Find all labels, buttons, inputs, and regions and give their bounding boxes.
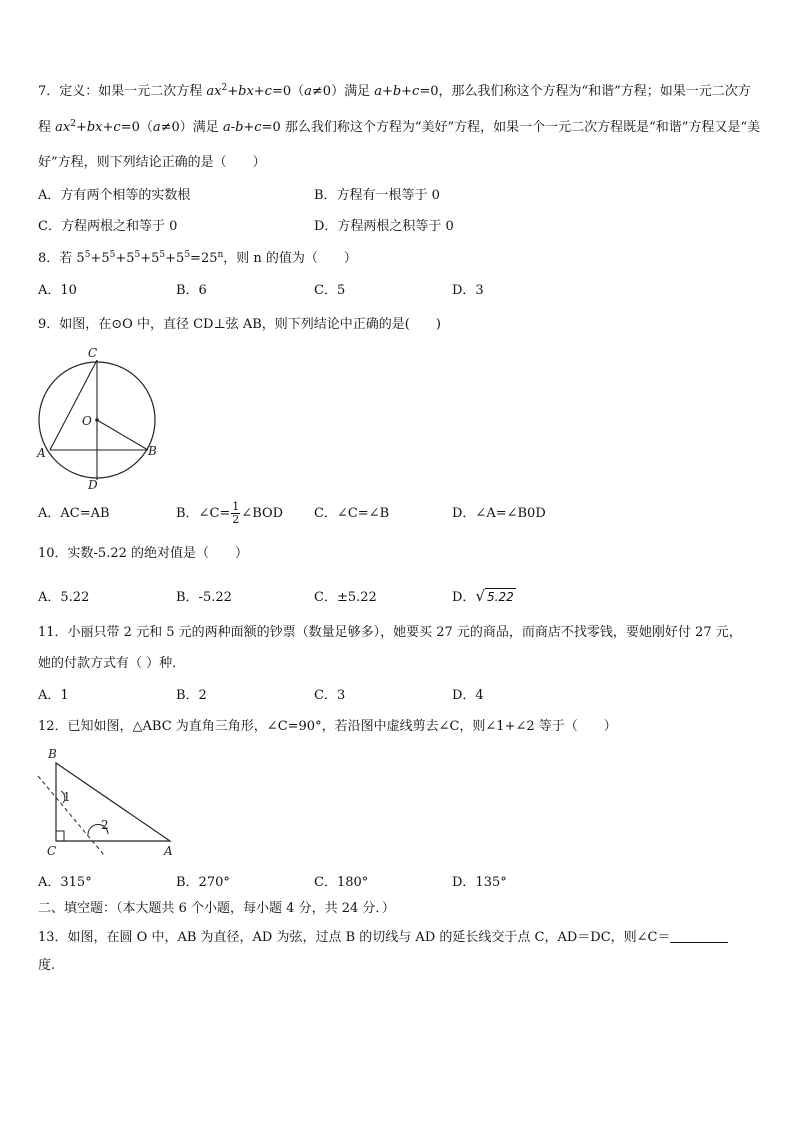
q8-sup: 5 <box>184 250 191 260</box>
q12-option-d: D．135° <box>452 875 507 890</box>
q7-stem-line2 <box>38 120 760 136</box>
segment-ac <box>50 360 97 450</box>
q7-text: 程 <box>38 120 56 135</box>
center-point <box>95 418 99 422</box>
q11-option-a: A．1 <box>38 688 69 703</box>
label-c: C <box>47 844 57 858</box>
q8-sup: 5 <box>109 250 116 260</box>
q7-eq: a+b+c <box>374 84 420 99</box>
q12-option-b: B．270° <box>176 875 230 890</box>
q8-sup: 5 <box>84 250 91 260</box>
right-angle-mark <box>56 831 64 841</box>
label-c: C <box>88 346 98 360</box>
q8-text: +5 <box>140 251 160 266</box>
q11-option-b: B．2 <box>176 688 207 703</box>
q7-option-b: B．方程有一根等于 0 <box>314 188 440 203</box>
q12-option-c: C．180° <box>314 875 369 890</box>
q13-stem-line1 <box>38 930 728 946</box>
q7-text: ≠0）满足 <box>160 120 223 135</box>
q10-stem: 10．实数-5.22 的绝对值是（ ） <box>38 546 249 561</box>
label-a: A <box>164 844 173 858</box>
q7-sup: 2 <box>221 83 228 93</box>
label-b: B <box>148 444 157 458</box>
q9-option-b <box>176 496 283 532</box>
segment-ob <box>97 420 148 450</box>
q11-stem-line1: 11．小丽只带 2 元和 5 元的两种面额的钞票（数量足够多），她要买 27 元的商品，而商店不找零钱，要她刚好付 27 元， <box>38 625 742 640</box>
q12-stem: 12．已知如图，△ABC 为直角三角形，∠C=90°，若沿图中虚线剪去∠C，则∠1+∠2 等于（ ） <box>38 719 617 734</box>
q10-option-a: A．5.22 <box>38 590 90 605</box>
sqrt-sign-icon: √ <box>475 587 485 605</box>
q7-eq: +bx+c <box>75 120 121 135</box>
q8-text: ，则 n 的值为（ ） <box>223 251 357 266</box>
q8-text: +5 <box>165 251 185 266</box>
section-heading: 二、填空题：（本大题共 6 个小题，每小题 4 分，共 24 分．） <box>38 901 395 916</box>
q7-eq: ax <box>55 120 71 135</box>
q8-sup: 5 <box>134 250 141 260</box>
q10-option-d-label: D． <box>452 590 476 605</box>
q8-option-a: A．10 <box>38 283 77 298</box>
fraction-numerator: 1 <box>232 500 240 513</box>
q7-option-a: A．方有两个相等的实数根 <box>38 188 191 203</box>
q7-option-c: C．方程两根之和等于 0 <box>38 219 178 234</box>
label-angle-1: 1 <box>63 790 71 804</box>
label-angle-2: 2 <box>101 818 109 832</box>
q9-option-c: C．∠C=∠B <box>314 506 390 521</box>
q11-option-d: D．4 <box>452 688 484 703</box>
q13-stem-line2: 度. <box>38 958 56 973</box>
q13-text: 13．如图，在圆 O 中，AB 为直径，AD 为弦，过点 B 的切线与 AD 的延长线交于点 C，AD＝DC，则∠C＝ <box>38 930 671 945</box>
q12-triangle-figure <box>30 742 180 860</box>
label-a: A <box>37 446 46 460</box>
q8-stem <box>38 251 357 267</box>
q9-option-b-text: ∠BOD <box>241 506 284 521</box>
label-o: O <box>82 414 92 428</box>
q8-text: =25 <box>190 251 218 266</box>
fraction-denominator: 2 <box>232 513 240 526</box>
q10-option-b: B．-5.22 <box>176 590 232 605</box>
q10-option-d <box>452 588 516 606</box>
q7-eq: +bx+c <box>227 84 272 99</box>
label-d: D <box>88 478 98 492</box>
label-b: B <box>48 747 57 761</box>
sqrt-radicand: 5.22 <box>487 590 514 604</box>
q7-text: ≠0）满足 <box>311 84 375 99</box>
q8-text: 8．若 5 <box>38 251 85 266</box>
q7-eq: a <box>304 84 312 99</box>
q11-stem-line2: 她的付款方式有（ ）种． <box>38 656 186 671</box>
triangle-abc <box>56 763 170 841</box>
q9-option-b-text: B．∠C= <box>176 506 231 521</box>
q8-option-c: C．5 <box>314 283 346 298</box>
q11-option-c: C．3 <box>314 688 346 703</box>
q8-sup: n <box>217 250 224 260</box>
q8-sup: 5 <box>159 250 166 260</box>
q7-text: =0 那么我们称这个方程为“美好”方程，如果一个一元二次方程既是“和谐”方程又是“美 <box>261 120 761 135</box>
q7-eq: ax <box>206 84 222 99</box>
q8-option-d: D．3 <box>452 283 484 298</box>
answer-blank[interactable] <box>670 932 728 943</box>
q7-text: 7．定义：如果一元二次方程 <box>38 84 207 99</box>
q10-option-c: C．±5.22 <box>314 590 377 605</box>
q9-circle-figure <box>30 340 162 492</box>
q12-option-a: A．315° <box>38 875 92 890</box>
q7-text: =0，那么我们称这个方程为“和谐”方程；如果一元二次方 <box>419 84 751 99</box>
q7-eq: a <box>152 120 161 135</box>
q9-option-d: D．∠A=∠B0D <box>452 506 546 521</box>
q7-stem-line3: 好”方程，则下列结论正确的是（ ） <box>38 155 266 170</box>
q8-text: +5 <box>90 251 110 266</box>
q7-sup: 2 <box>70 119 76 129</box>
q7-eq: a-b+c <box>222 120 262 135</box>
q7-stem-line1 <box>38 84 751 100</box>
q9-option-a: A．AC=AB <box>38 506 110 521</box>
fraction <box>231 501 240 526</box>
q8-option-b: B．6 <box>176 283 207 298</box>
q9-stem: 9．如图，在⊙O 中，直径 CD⊥弦 AB，则下列结论中正确的是( ) <box>38 317 441 332</box>
q7-text: =0（ <box>120 120 153 135</box>
q7-option-d: D．方程两根之积等于 0 <box>314 219 454 234</box>
q8-text: +5 <box>115 251 135 266</box>
q7-text: =0（ <box>271 84 305 99</box>
